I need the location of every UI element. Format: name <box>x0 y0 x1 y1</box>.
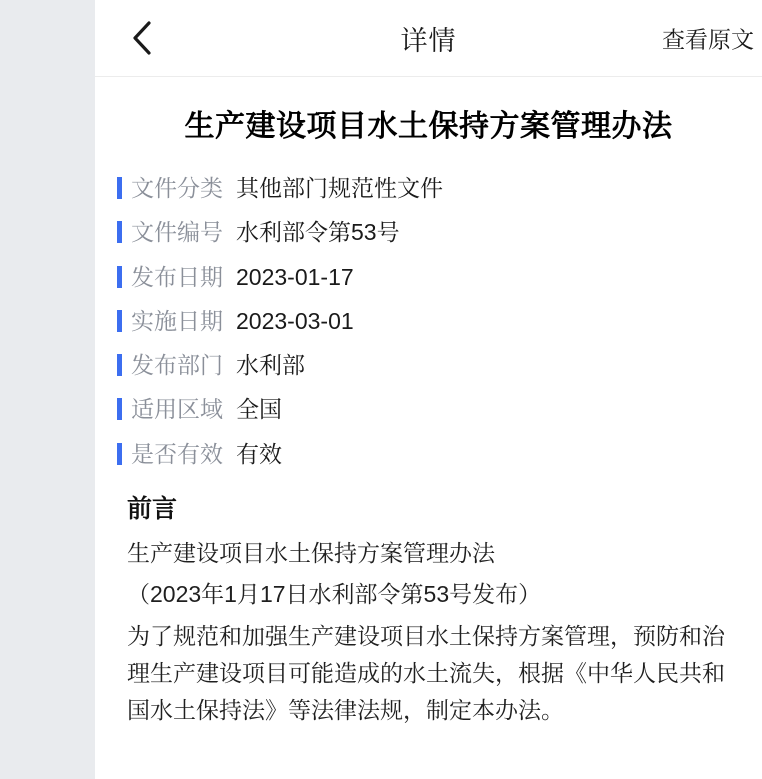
navigation-bar <box>95 0 762 77</box>
document-title: 生产建设项目水土保持方案管理办法 <box>184 110 673 143</box>
metadata-row <box>117 307 740 334</box>
preface-paragraph: （2023年1月17日水利部令第53号发布） <box>127 581 542 608</box>
metadata-row <box>117 263 740 290</box>
preface-content <box>127 535 740 729</box>
accent-bar-icon <box>117 354 122 376</box>
metadata-value: 其他部门规范性文件 <box>236 175 443 201</box>
metadata-label: 文件编号 <box>131 219 223 246</box>
metadata-value: 水利部令第53号 <box>236 219 400 246</box>
metadata-list <box>117 174 740 467</box>
metadata-row <box>117 440 740 467</box>
metadata-value: 全国 <box>236 396 282 423</box>
preface-paragraph: 生产建设项目水土保持方案管理办法 <box>127 540 495 567</box>
page-title: 详情 <box>400 25 457 56</box>
preface-paragraph: 为了规范和加强生产建设项目水土保持方案管理，预防和治理生产建设项目可能造成的水土流失，根据《中华人民共和国水土保持法》等法律法规，制定本办法。 <box>127 622 725 724</box>
metadata-label: 发布日期 <box>131 263 223 290</box>
chevron-left-icon <box>131 20 153 56</box>
accent-bar-icon <box>117 443 122 465</box>
detail-page <box>95 0 762 779</box>
accent-bar-icon <box>117 266 122 288</box>
document-body <box>95 107 762 729</box>
metadata-row <box>117 395 740 422</box>
metadata-value: 有效 <box>236 440 282 467</box>
view-original-link[interactable]: 查看原文 <box>662 26 754 53</box>
preface-heading: 前言 <box>127 495 178 524</box>
metadata-value: 2023-03-01 <box>236 307 354 334</box>
metadata-value: 2023-01-17 <box>236 263 354 290</box>
metadata-row <box>117 218 740 245</box>
accent-bar-icon <box>117 310 122 332</box>
metadata-row <box>117 351 740 378</box>
metadata-row <box>117 174 740 201</box>
metadata-label: 是否有效 <box>131 440 223 467</box>
metadata-label: 文件分类 <box>131 175 223 201</box>
accent-bar-icon <box>117 221 122 243</box>
metadata-label: 实施日期 <box>131 307 223 334</box>
metadata-label: 适用区域 <box>131 396 223 423</box>
metadata-value: 水利部 <box>236 352 305 379</box>
accent-bar-icon <box>117 398 122 420</box>
metadata-label: 发布部门 <box>131 352 223 379</box>
back-button[interactable] <box>125 21 159 55</box>
accent-bar-icon <box>117 177 122 199</box>
